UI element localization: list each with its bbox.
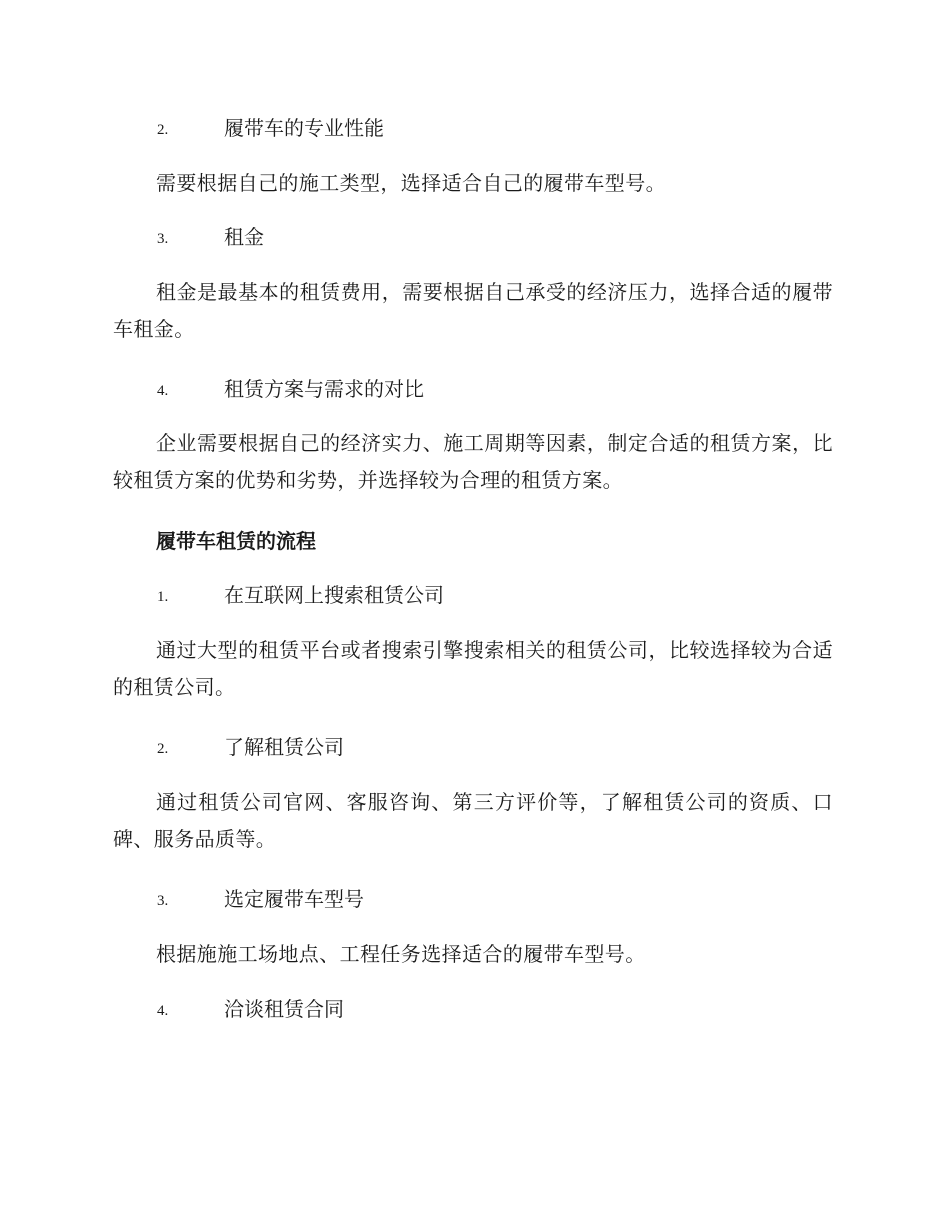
list-item-number: 3. bbox=[157, 893, 169, 909]
list-item-title: 履带车的专业性能 bbox=[224, 116, 384, 140]
list-item-title: 租赁方案与需求的对比 bbox=[224, 377, 424, 401]
list-item bbox=[113, 224, 833, 250]
list-item-title: 选定履带车型号 bbox=[224, 887, 364, 911]
list-item bbox=[113, 115, 833, 141]
list-item-number: 2. bbox=[157, 741, 169, 757]
paragraph: 通过大型的租赁平台或者搜索引擎搜索相关的租赁公司，比较选择较为合适的租赁公司。 bbox=[113, 638, 833, 699]
list-item-title: 租金 bbox=[224, 225, 264, 249]
list-item-number: 4. bbox=[157, 1003, 169, 1019]
list-item bbox=[113, 582, 833, 608]
paragraph: 企业需要根据自己的经济实力、施工周期等因素，制定合适的租赁方案，比较租赁方案的优势和劣势，并选择较为合理的租赁方案。 bbox=[113, 431, 833, 492]
list-item-title: 洽谈租赁合同 bbox=[224, 997, 344, 1021]
paragraph: 需要根据自己的施工类型，选择适合自己的履带车型号。 bbox=[156, 171, 666, 195]
list-item bbox=[113, 734, 833, 760]
list-item-title: 在互联网上搜索租赁公司 bbox=[224, 583, 444, 607]
list-item bbox=[113, 996, 833, 1022]
list-item-title: 了解租赁公司 bbox=[224, 735, 344, 759]
list-item-number: 2. bbox=[157, 122, 169, 138]
list-item bbox=[113, 376, 833, 402]
paragraph: 租金是最基本的租赁费用，需要根据自己承受的经济压力，选择合适的履带车租金。 bbox=[113, 280, 833, 341]
list-item-number: 3. bbox=[157, 231, 169, 247]
list-item-number: 1. bbox=[157, 589, 169, 605]
list-item-number: 4. bbox=[157, 383, 169, 399]
list-item bbox=[113, 886, 833, 912]
paragraph: 通过租赁公司官网、客服咨询、第三方评价等，了解租赁公司的资质、口碑、服务品质等。 bbox=[113, 790, 833, 851]
paragraph: 根据施施工场地点、工程任务选择适合的履带车型号。 bbox=[156, 942, 646, 966]
section-heading: 履带车租赁的流程 bbox=[156, 529, 316, 553]
